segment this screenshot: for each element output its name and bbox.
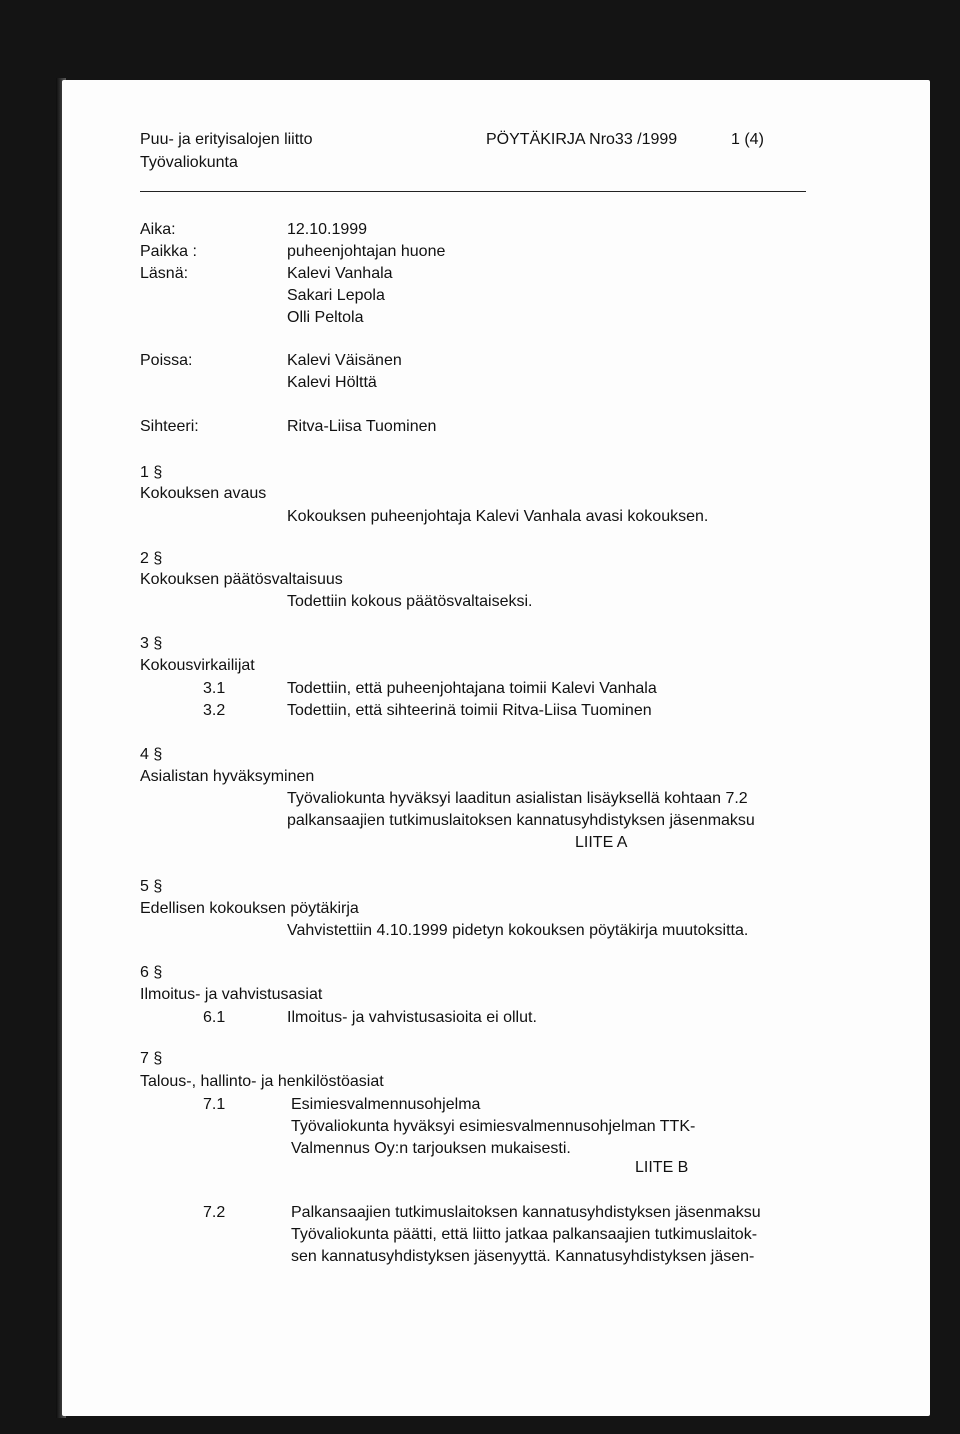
section-2-number: 2 §	[140, 550, 163, 567]
attachment-b: LIITE B	[635, 1159, 689, 1176]
section-7-item-title: Palkansaajien tutkimuslaitoksen kannatusyhdistyksen jäsenmaksu	[291, 1204, 761, 1221]
aika-label: Aika:	[140, 221, 176, 238]
header-doc-number: PÖYTÄKIRJA Nro33 /1999	[486, 131, 678, 148]
section-1-title: Kokouksen avaus	[140, 485, 267, 502]
section-2-title: Kokouksen päätösvaltaisuus	[140, 571, 343, 588]
section-7-item-number: 7.2	[203, 1204, 226, 1221]
section-3-item-text: Todettiin, että puheenjohtajana toimii Kalevi Vanhala	[287, 680, 657, 697]
header-rule	[140, 191, 806, 192]
lasna-name: Sakari Lepola	[287, 287, 385, 304]
section-6-number: 6 §	[140, 964, 163, 981]
section-7-title: Talous-, hallinto- ja henkilöstöasiat	[140, 1073, 384, 1090]
section-3-title: Kokousvirkailijat	[140, 657, 255, 674]
attachment-a: LIITE A	[575, 834, 628, 851]
section-3-item-number: 3.2	[203, 702, 226, 719]
section-7-number: 7 §	[140, 1050, 163, 1067]
section-7-item-line: sen kannatusyhdistyksen jäsenyyttä. Kannatusyhdistyksen jäsen-	[291, 1248, 755, 1265]
section-3-item-number: 3.1	[203, 680, 226, 697]
section-4-title: Asialistan hyväksyminen	[140, 768, 315, 785]
section-7-item-line: Työvaliokunta päätti, että liitto jatkaa palkansaajien tutkimuslaitok-	[291, 1226, 758, 1243]
section-6-item-number: 6.1	[203, 1009, 226, 1026]
poissa-name: Kalevi Väisänen	[287, 352, 402, 369]
section-4-number: 4 §	[140, 746, 163, 763]
section-2-text: Todettiin kokous päätösvaltaiseksi.	[287, 593, 533, 610]
poissa-name: Kalevi Hölttä	[287, 374, 377, 391]
section-6-item-text: Ilmoitus- ja vahvistusasioita ei ollut.	[287, 1009, 537, 1026]
paikka-value: puheenjohtajan huone	[287, 243, 446, 260]
section-5-title: Edellisen kokouksen pöytäkirja	[140, 900, 359, 917]
sihteeri-value: Ritva-Liisa Tuominen	[287, 418, 437, 435]
section-3-number: 3 §	[140, 635, 163, 652]
sihteeri-label: Sihteeri:	[140, 418, 199, 435]
section-5-number: 5 §	[140, 878, 163, 895]
lasna-name: Kalevi Vanhala	[287, 265, 393, 282]
lasna-label: Läsnä:	[140, 265, 189, 282]
section-4-line: palkansaajien tutkimuslaitoksen kannatusyhdistyksen jäsenmaksu	[287, 812, 755, 829]
section-7-item-title: Esimiesvalmennusohjelma	[291, 1096, 481, 1113]
header-org: Puu- ja erityisalojen liitto	[140, 131, 313, 148]
section-5-text: Vahvistettiin 4.10.1999 pidetyn kokouksen pöytäkirja muutoksitta.	[287, 922, 749, 939]
aika-value: 12.10.1999	[287, 221, 368, 238]
section-6-title: Ilmoitus- ja vahvistusasiat	[140, 986, 323, 1003]
section-7-item-number: 7.1	[203, 1096, 226, 1113]
poissa-label: Poissa:	[140, 352, 193, 369]
paikka-label: Paikka :	[140, 243, 197, 260]
section-4-line: Työvaliokunta hyväksyi laaditun asialistan lisäyksellä kohtaan 7.2	[287, 790, 748, 807]
section-1-number: 1 §	[140, 464, 163, 481]
section-3-item-text: Todettiin, että sihteerinä toimii Ritva-Liisa Tuominen	[287, 702, 652, 719]
header-unit: Työvaliokunta	[140, 154, 238, 171]
section-1-text: Kokouksen puheenjohtaja Kalevi Vanhala avasi kokouksen.	[287, 508, 709, 525]
section-7-item-line: Työvaliokunta hyväksyi esimiesvalmennusohjelman TTK-	[291, 1118, 696, 1135]
lasna-name: Olli Peltola	[287, 309, 364, 326]
header-page-number: 1 (4)	[731, 131, 764, 148]
scan-border-top	[0, 0, 960, 90]
section-7-item-line: Valmennus Oy:n tarjouksen mukaisesti.	[291, 1140, 571, 1157]
